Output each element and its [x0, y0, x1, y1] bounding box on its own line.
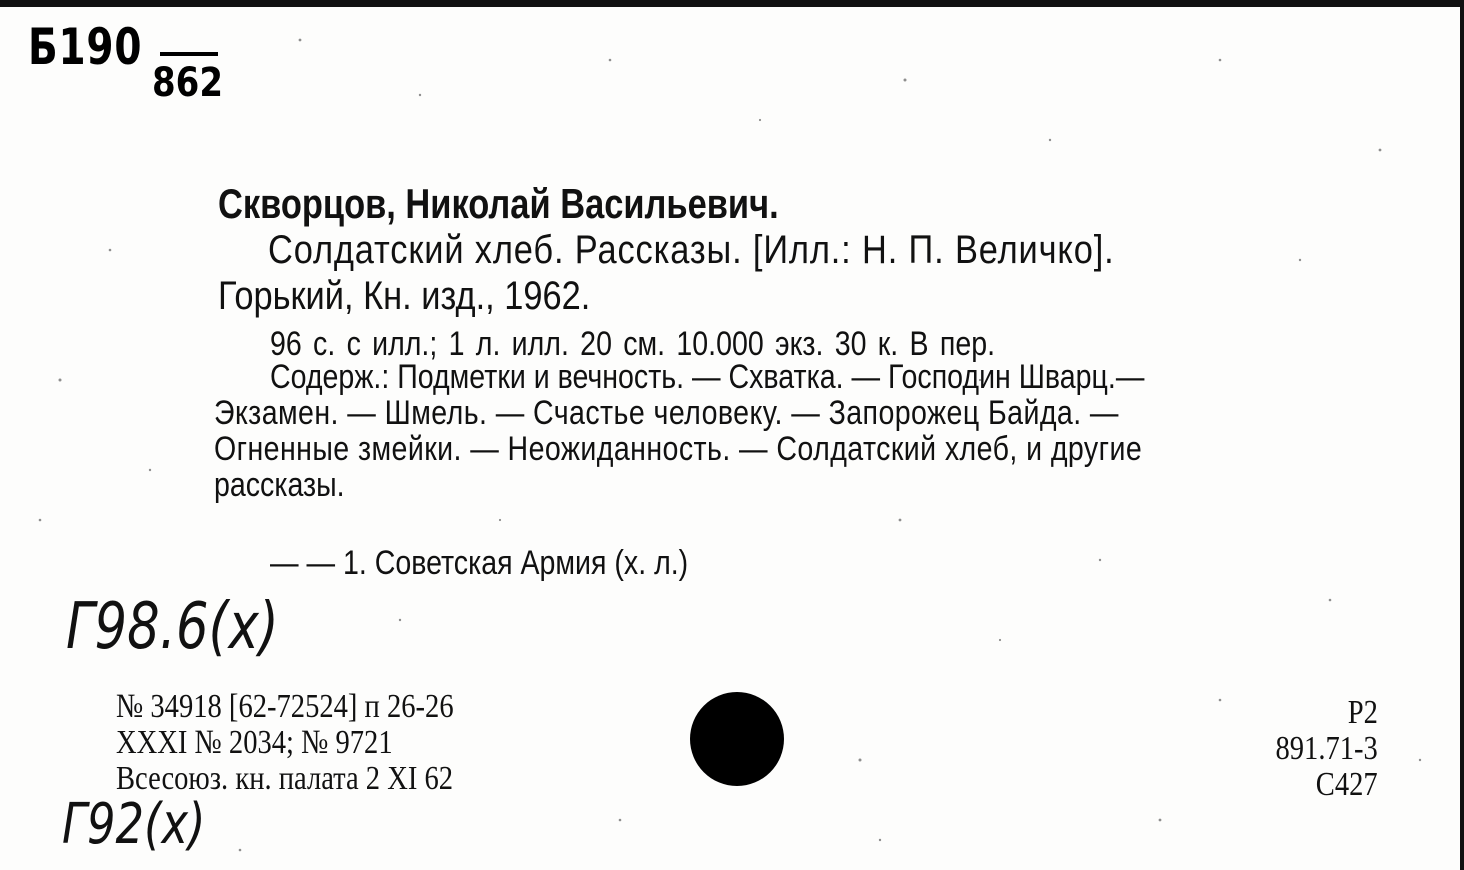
- contents-line: Экзамен. — Шмель. — Счастье человеку. — Запорожец Байда. —: [214, 394, 1119, 432]
- registration-line: Всесоюз. кн. палата 2 XI 62: [116, 760, 454, 797]
- call-number-line: Р2: [1347, 694, 1378, 731]
- collation: 96 с. с илл.; 1 л. илл. 20 см. 10.000 экз. 30 к. В пер.: [270, 325, 996, 363]
- contents-line: рассказы.: [214, 466, 345, 504]
- imprint: Горький, Кн. изд., 1962.: [218, 274, 591, 318]
- handwritten-classification: Г98.6(х): [66, 590, 279, 664]
- contents-line: Огненные змейки. — Неожиданность. — Солдатский хлеб, и другие: [214, 430, 1143, 468]
- shelf-mark-bottom: 862: [152, 60, 223, 106]
- subject-heading: — — 1. Советская Армия (х. л.): [270, 544, 689, 582]
- registration-line: № 34918 [62-72524] п 26-26: [116, 688, 454, 725]
- call-number-line: 891.71-3: [1275, 730, 1378, 767]
- shelf-mark-fraction-rule: [160, 52, 218, 56]
- author-heading: Скворцов, Николай Васильевич.: [218, 180, 779, 227]
- shelf-mark-top: Б190: [28, 18, 143, 76]
- card-punch-hole: [690, 692, 784, 786]
- contents-line: Содерж.: Подметки и вечность. — Схватка. — Господин Шварц.—: [270, 358, 1145, 396]
- title-statement: Солдатский хлеб. Рассказы. [Илл.: Н. П. Величко].: [268, 228, 1115, 272]
- handwritten-classification-secondary: Г92(х): [62, 792, 206, 857]
- registration-line: XXXI № 2034; № 9721: [116, 724, 393, 761]
- call-number-line: С427: [1316, 766, 1378, 803]
